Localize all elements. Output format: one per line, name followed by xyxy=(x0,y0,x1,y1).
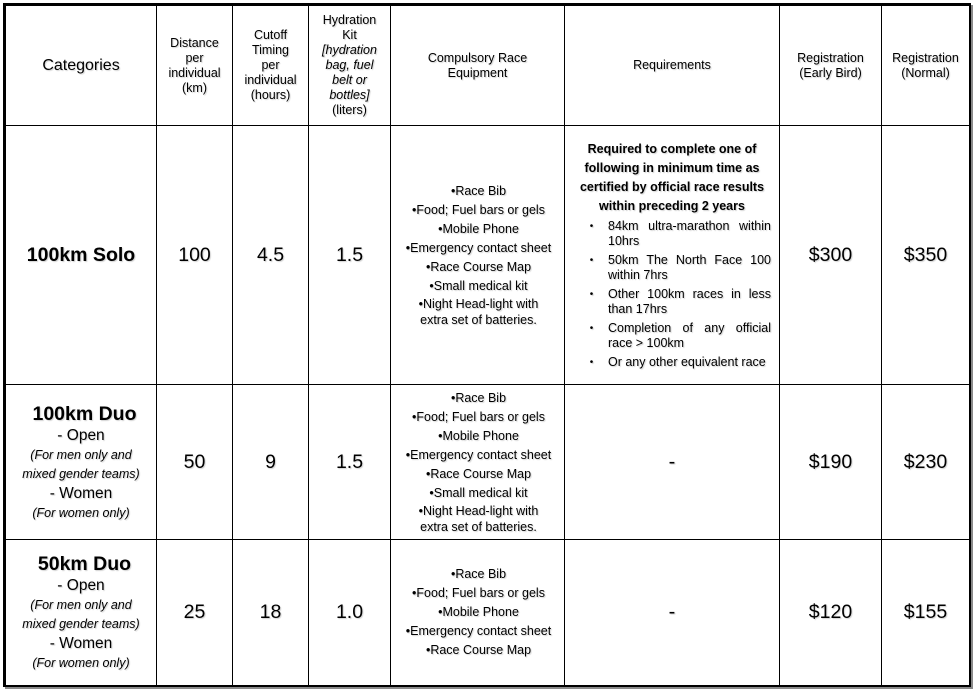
category-women: - Women xyxy=(49,484,113,502)
list-item: • 84km ultra-marathon within 10hrs xyxy=(573,219,771,250)
list-item: • Or any other equivalent race xyxy=(573,355,771,371)
equipment-item: •Night Head-light with xyxy=(418,297,539,311)
price-normal-cell: $350 xyxy=(882,126,970,385)
requirements-list xyxy=(573,219,771,371)
equipment-item: •Small medical kit xyxy=(429,279,528,293)
header-cutoff: Cutoff Timing per individual (hours) xyxy=(233,6,309,126)
header-requirements: Requirements xyxy=(565,6,780,126)
category-title: 50km Duo xyxy=(37,553,132,575)
list-item: • 50km The North Face 100 within 7hrs xyxy=(573,253,771,284)
category-open-note: (For men only and xyxy=(30,447,132,462)
category-open-note: mixed gender teams) xyxy=(22,617,140,631)
requirements-cell: - xyxy=(565,540,780,686)
bullet-icon: • xyxy=(589,322,594,334)
header-distance: Distance per individual (km) xyxy=(157,6,233,126)
header-categories: Categories xyxy=(6,6,157,126)
category-open: - Open xyxy=(57,577,105,594)
requirements-intro: Required to complete one of xyxy=(587,141,757,156)
distance-cell: 50 xyxy=(157,385,233,540)
cutoff-cell: 18 xyxy=(233,540,309,686)
equipment-item: •Mobile Phone xyxy=(438,429,519,443)
category-cell xyxy=(6,385,157,540)
race-categories-table xyxy=(5,5,970,686)
header-row xyxy=(6,6,970,126)
price-normal-cell: $230 xyxy=(882,385,970,540)
header-reg-normal: Registration (Normal) xyxy=(882,6,970,126)
price-early-cell: $300 xyxy=(780,126,882,385)
hydration-cell: 1.0 xyxy=(309,540,391,686)
category-women-note: (For women only) xyxy=(32,656,130,670)
race-table-frame xyxy=(3,3,971,687)
bullet-icon: • xyxy=(589,220,594,232)
equipment-item: •Emergency contact sheet xyxy=(405,241,552,255)
requirements-cell: - xyxy=(565,385,780,540)
equipment-item: •Food; Fuel bars or gels xyxy=(412,410,545,424)
price-early-cell: $190 xyxy=(780,385,882,540)
equipment-cell xyxy=(391,126,565,385)
category-title: 100km Solo xyxy=(26,244,136,266)
equipment-item: •Mobile Phone xyxy=(438,222,519,236)
category-title: 100km Duo xyxy=(32,402,137,425)
equipment-item: •Night Head-light with xyxy=(418,504,539,518)
cutoff-cell: 9 xyxy=(233,385,309,540)
equipment-item: •Food; Fuel bars or gels xyxy=(412,203,545,217)
category-women-note: (For women only) xyxy=(32,505,130,520)
bullet-icon: • xyxy=(589,254,594,266)
requirements-intro: within preceding 2 years xyxy=(599,198,745,213)
header-equipment: Compulsory Race Equipment xyxy=(391,6,565,126)
list-item: • Completion of any official race > 100km xyxy=(573,321,771,352)
equipment-item: •Race Bib xyxy=(450,391,507,405)
list-item: • Other 100km races in less than 17hrs xyxy=(573,287,771,318)
equipment-cell xyxy=(391,540,565,686)
equipment-item: •Race Course Map xyxy=(425,643,532,657)
price-normal-cell: $155 xyxy=(882,540,970,686)
table-row xyxy=(6,126,970,385)
distance-cell: 25 xyxy=(157,540,233,686)
equipment-item: extra set of batteries. xyxy=(420,313,537,327)
equipment-item: •Emergency contact sheet xyxy=(405,624,552,638)
equipment-item: •Mobile Phone xyxy=(438,605,519,619)
requirements-intro: certified by official race results xyxy=(579,179,765,194)
equipment-item: •Small medical kit xyxy=(429,486,528,500)
bullet-icon: • xyxy=(589,288,594,300)
equipment-item: •Food; Fuel bars or gels xyxy=(412,586,545,600)
header-reg-early: Registration (Early Bird) xyxy=(780,6,882,126)
bullet-icon: • xyxy=(589,356,594,368)
requirements-intro: following in minimum time as xyxy=(584,160,760,175)
equipment-item: •Race Bib xyxy=(450,567,507,581)
price-early-cell: $120 xyxy=(780,540,882,686)
category-open-note: mixed gender teams) xyxy=(22,466,140,481)
category-cell xyxy=(6,540,157,686)
equipment-item: •Race Bib xyxy=(450,184,507,198)
equipment-item: •Race Course Map xyxy=(425,260,532,274)
cutoff-cell: 4.5 xyxy=(233,126,309,385)
header-hydration: Hydration Kit [hydration bag, fuel belt or bottles] (liters) xyxy=(309,6,391,126)
equipment-item: •Emergency contact sheet xyxy=(405,448,552,462)
table-row xyxy=(6,385,970,540)
hydration-cell: 1.5 xyxy=(309,385,391,540)
equipment-item: •Race Course Map xyxy=(425,467,532,481)
requirements-cell xyxy=(565,126,780,385)
equipment-item: extra set of batteries. xyxy=(420,520,537,534)
hydration-cell: 1.5 xyxy=(309,126,391,385)
table-row xyxy=(6,540,970,686)
distance-cell: 100 xyxy=(157,126,233,385)
category-open: - Open xyxy=(57,426,105,444)
equipment-cell xyxy=(391,385,565,540)
category-cell xyxy=(6,126,157,385)
category-open-note: (For men only and xyxy=(30,598,132,612)
category-women: - Women xyxy=(49,635,113,652)
